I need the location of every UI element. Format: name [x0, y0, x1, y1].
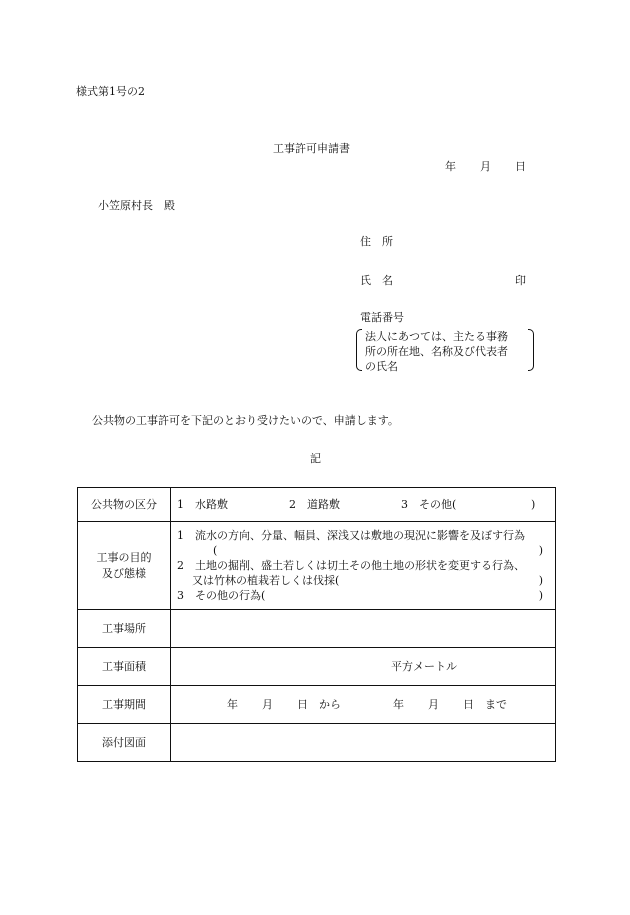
purpose-item-2: 2 土地の掘削、盛土若しくは切土その他土地の形状を変更する行為、: [177, 559, 525, 572]
purpose-row: [78, 522, 556, 610]
area-unit: 平方メートル: [391, 660, 457, 673]
corporate-note-line: 法人にあつては、主たる事務: [365, 330, 508, 343]
phone-label: 電話番号: [360, 311, 404, 324]
form-number: 様式第1号の2: [76, 85, 145, 98]
area-field[interactable]: [171, 648, 556, 686]
purpose-label-line: 工事の目的: [96, 550, 152, 564]
purpose-item-1-open: (: [213, 544, 218, 557]
request-statement: 公共物の工事許可を下記のとおり受けたいので、申請します。: [92, 414, 399, 427]
name-label: 氏 名: [360, 274, 393, 287]
attachments-row: [78, 724, 556, 762]
seal-mark: 印: [515, 274, 526, 287]
category-field[interactable]: [171, 488, 556, 522]
area-label: 工事面積: [78, 648, 171, 686]
category-option-road[interactable]: 2 道路敷: [289, 498, 340, 511]
corporate-note-line: の氏名: [365, 360, 398, 373]
period-start-month: 月: [262, 698, 273, 711]
purpose-field[interactable]: [171, 522, 556, 610]
period-field[interactable]: [171, 686, 556, 724]
address-label: 住 所: [360, 235, 393, 248]
purpose-label-line: 及び態様: [102, 566, 146, 580]
date-month: 月: [480, 160, 491, 173]
category-option-other[interactable]: 3 その他(: [401, 498, 457, 511]
attachments-label: 添付図面: [78, 724, 171, 762]
period-start-day: 日: [297, 698, 308, 711]
purpose-item-3: 3 その他の行為(: [177, 589, 266, 602]
attachments-field[interactable]: [171, 724, 556, 762]
corporate-note-line: 所の所在地、名称及び代表者: [365, 345, 508, 358]
purpose-item-3-close: ): [538, 589, 543, 602]
date-day: 日: [515, 160, 526, 173]
area-row: [78, 648, 556, 686]
purpose-item-2-close: ): [538, 574, 543, 587]
location-row: [78, 610, 556, 648]
period-from: から: [319, 698, 341, 711]
date-year: 年: [445, 160, 456, 173]
category-option-waterway[interactable]: 1 水路敷: [177, 498, 228, 511]
period-end-month: 月: [428, 698, 439, 711]
purpose-label: [78, 522, 171, 610]
corporate-note: [356, 329, 534, 371]
purpose-item-2-cont: 又は竹林の植栽若しくは伐採(: [192, 574, 340, 587]
left-bracket: [356, 329, 362, 371]
period-end-day: 日: [463, 698, 474, 711]
addressee: 小笠原村長 殿: [98, 199, 175, 212]
period-until: まで: [485, 698, 507, 711]
purpose-item-1: 1 流水の方向、分量、幅員、深浅又は敷地の現況に影響を及ぼす行為: [177, 529, 525, 542]
category-row: [78, 488, 556, 522]
application-table: [77, 487, 556, 762]
location-field[interactable]: [171, 610, 556, 648]
period-label: 工事期間: [78, 686, 171, 724]
purpose-item-1-close: ): [538, 544, 543, 557]
right-bracket: [528, 329, 534, 371]
category-other-close: ): [531, 498, 536, 511]
period-end-year: 年: [393, 698, 404, 711]
location-label: 工事場所: [78, 610, 171, 648]
ki-heading: 記: [310, 452, 321, 465]
period-row: [78, 686, 556, 724]
category-label: 公共物の区分: [78, 488, 171, 522]
period-start-year: 年: [227, 698, 238, 711]
document-title: 工事許可申請書: [273, 142, 350, 155]
